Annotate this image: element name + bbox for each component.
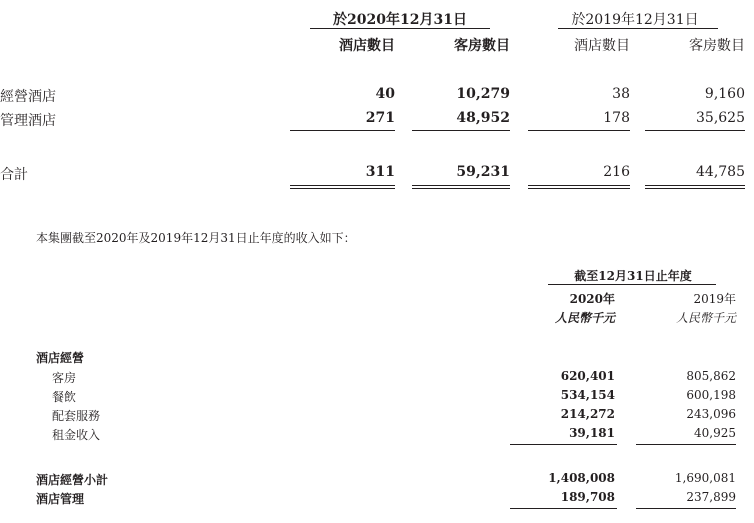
row-managed-h2020: 271 — [365, 110, 395, 126]
revenue-year-2020: 2020年 — [569, 292, 615, 306]
item-ancillary-2020: 214,272 — [560, 407, 615, 421]
row-total-r2019: 44,785 — [696, 164, 745, 180]
item-fnb-2020: 534,154 — [560, 388, 615, 402]
subtotal-label: 酒店經營小計 — [36, 473, 109, 487]
row-operated-h2020: 40 — [375, 86, 395, 102]
section-hotel-ops: 酒店經營 — [36, 351, 85, 365]
row-total-r2020: 59,231 — [456, 164, 510, 180]
period-2019-header: 於2019年12月31日 — [571, 12, 699, 28]
double-underline-r2019 — [645, 185, 745, 189]
subtotal-2020: 1,408,008 — [548, 471, 615, 485]
revenue-period-header: 截至12月31日止年度 — [574, 269, 692, 283]
row-total-h2019: 216 — [603, 164, 630, 180]
revenue-year-2019: 2019年 — [693, 292, 736, 306]
item-rooms-2019: 805,862 — [686, 369, 736, 383]
col-rooms-2019: 客房數目 — [689, 38, 745, 54]
row-total-label: 合計 — [0, 167, 28, 183]
item-ancillary-label: 配套服務 — [52, 409, 101, 423]
double-underline-r2020 — [412, 185, 510, 189]
col-hotels-2019: 酒店數目 — [574, 38, 630, 54]
items-underline-2020 — [510, 444, 617, 445]
subtotal-2019: 1,690,081 — [674, 471, 736, 485]
row-managed-r2020: 48,952 — [456, 110, 510, 126]
management-underline-2019 — [636, 508, 736, 509]
revenue-unit-2020: 人民幣千元 — [554, 311, 615, 325]
underline-r2020 — [412, 130, 510, 131]
item-rental-2019: 40,925 — [694, 426, 736, 440]
item-rooms-2020: 620,401 — [560, 369, 615, 383]
double-underline-h2020 — [290, 185, 395, 189]
period-2020-header: 於2020年12月31日 — [333, 12, 467, 28]
underline-h2020 — [290, 130, 395, 131]
management-2019: 237,899 — [686, 490, 736, 504]
revenue-period-underline — [548, 284, 716, 285]
item-rooms-label: 客房 — [52, 371, 77, 385]
row-managed-r2019: 35,625 — [696, 110, 745, 126]
row-operated-label: 經營酒店 — [0, 89, 56, 105]
items-underline-2019 — [636, 444, 736, 445]
management-underline-2020 — [510, 508, 617, 509]
row-total-h2020: 311 — [365, 164, 395, 180]
col-hotels-2020: 酒店數目 — [339, 38, 395, 54]
item-rental-label: 租金收入 — [52, 428, 101, 442]
management-label: 酒店管理 — [36, 492, 85, 506]
revenue-unit-2019: 人民幣千元 — [675, 311, 736, 325]
row-managed-h2019: 178 — [603, 110, 630, 126]
item-rental-2020: 39,181 — [569, 426, 615, 440]
row-operated-r2020: 10,279 — [456, 86, 510, 102]
item-ancillary-2019: 243,096 — [686, 407, 736, 421]
item-fnb-2019: 600,198 — [686, 388, 736, 402]
row-operated-h2019: 38 — [612, 86, 630, 102]
underline-r2019 — [645, 130, 745, 131]
intro-text: 本集團截至2020年及2019年12月31日止年度的收入如下： — [36, 231, 356, 245]
row-operated-r2019: 9,160 — [704, 86, 745, 102]
row-managed-label: 管理酒店 — [0, 113, 56, 129]
col-rooms-2020: 客房數目 — [454, 38, 510, 54]
double-underline-h2019 — [528, 185, 630, 189]
item-fnb-label: 餐飲 — [52, 390, 77, 404]
period-2020-underline — [310, 28, 490, 29]
underline-h2019 — [528, 130, 630, 131]
period-2019-underline — [558, 28, 718, 29]
management-2020: 189,708 — [560, 490, 615, 504]
